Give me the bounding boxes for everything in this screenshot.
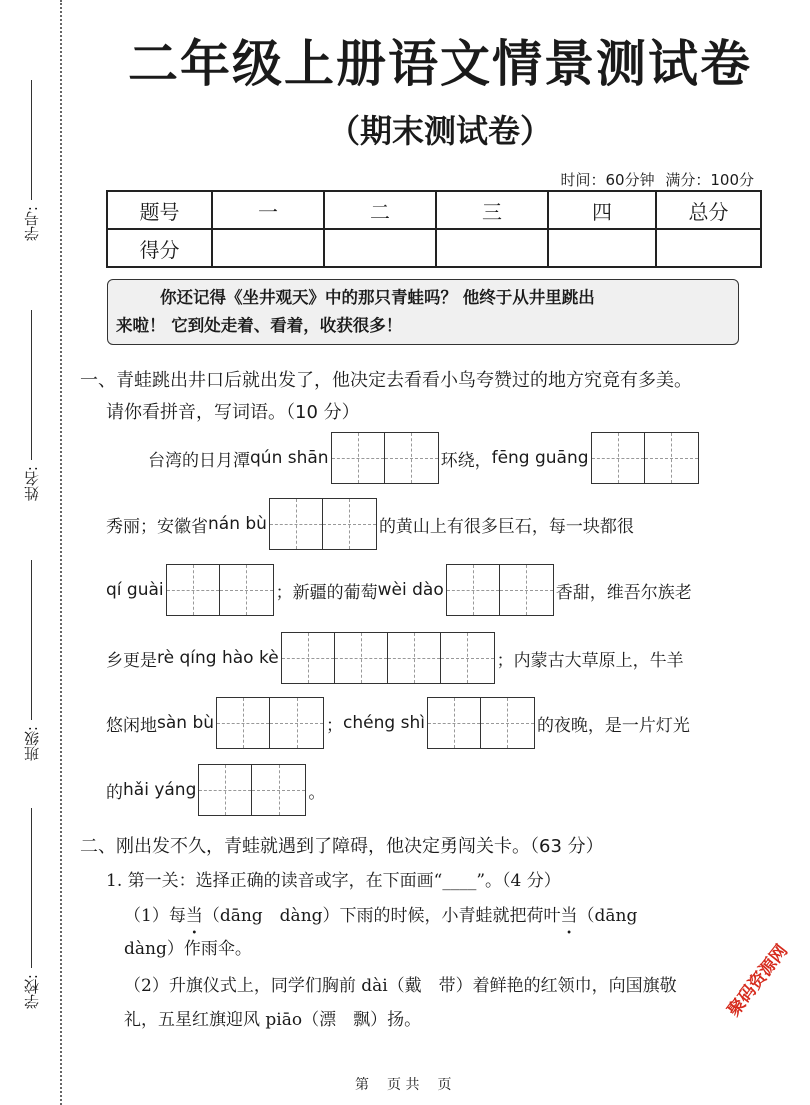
page-title: 二年级上册语文情景测试卷: [128, 35, 752, 93]
q-text[interactable]: （dāng dàng）下雨的时候，小青蛙就把荷叶: [202, 906, 561, 926]
exercise-line: [106, 697, 690, 749]
pinyin-prompt: nán bù: [208, 514, 267, 534]
school-field[interactable]: [16, 808, 46, 1009]
score-table-header-row: [107, 191, 761, 229]
class-label: 班级:: [22, 726, 41, 762]
score-header-cell: 四: [548, 191, 656, 229]
sentence-text: 悠闲地: [106, 715, 157, 736]
question1-item2[interactable]: （2）升旗仪式上，同学们胸前 dài（戴 带）着鲜艳的红领巾，向国旗敬: [124, 976, 677, 996]
question1-item2-cont[interactable]: 礼，五星红旗迎风 piāo（漂 飘）扬。: [124, 1010, 422, 1030]
student-number-line: [31, 80, 32, 200]
footer-text: 共: [405, 1077, 420, 1093]
sentence-text: 的夜晚，是一片灯光: [536, 715, 690, 736]
time-limit: 时间：60分钟: [560, 171, 655, 189]
page-footer: [355, 1074, 451, 1094]
intro-box: [107, 279, 739, 345]
score-table: [106, 190, 762, 268]
section1-heading: 一、青蛙跳出井口后就出发了，他决定去看看小鸟夸赞过的地方究竟有多美。: [80, 370, 692, 391]
pinyin-prompt: chéng shì: [343, 713, 425, 733]
sentence-text: ；内蒙古大草原上，牛羊: [496, 650, 684, 671]
exercise-line: [106, 632, 684, 684]
school-label: 学校:: [22, 974, 41, 1010]
pinyin-prompt: qí guài: [106, 580, 164, 600]
exercise-line: [106, 764, 325, 816]
name-field[interactable]: [16, 310, 46, 501]
answer-grid[interactable]: [216, 697, 324, 749]
dotted-char: 当: [185, 906, 203, 926]
intro-line: 你还记得《坐井观天》中的那只青蛙吗？ 他终于从井里跳出: [160, 288, 595, 307]
answer-grid[interactable]: [269, 498, 377, 550]
pinyin-prompt: wèi dào: [377, 580, 444, 600]
answer-grid[interactable]: [166, 564, 274, 616]
sentence-text: 。: [308, 782, 326, 803]
question1-item1: [124, 901, 637, 926]
footer-text: 页: [437, 1077, 452, 1093]
exam-meta: [554, 169, 754, 190]
score-header-cell: 题号: [107, 191, 212, 229]
section1-instruction: 请你看拼音，写词语。（10 分）: [106, 402, 360, 423]
class-line: [31, 560, 32, 720]
footer-text: 页: [387, 1077, 401, 1093]
binding-dotted-line: [60, 0, 62, 1105]
q-text: （1）每: [124, 906, 186, 926]
sentence-text: 的黄山上有很多巨石，每一块都很: [378, 516, 634, 537]
pinyin-prompt: sàn bù: [157, 713, 215, 733]
sentence-text: ；新疆的葡萄: [275, 582, 378, 603]
score-input-cell[interactable]: [212, 229, 324, 267]
score-input-cell[interactable]: [656, 229, 761, 267]
intro-line: 来啦！ 它到处走着、看着，收获很多！: [116, 316, 403, 335]
sentence-text: 香甜，维吾尔族老: [555, 582, 692, 603]
footer-text: 第: [355, 1077, 369, 1093]
score-header-cell: 三: [436, 191, 548, 229]
q-text[interactable]: （dāng: [577, 906, 638, 926]
student-number-label: 学号:: [22, 206, 41, 242]
full-score: 满分：100分: [665, 171, 754, 189]
sentence-text: ；: [326, 715, 344, 736]
sentence-text: 的: [106, 782, 123, 803]
sentence-text: 乡更是: [106, 650, 157, 671]
pinyin-prompt: hǎi yáng: [123, 780, 197, 800]
school-line: [31, 808, 32, 968]
answer-grid[interactable]: [591, 432, 699, 484]
sentence-text: 台湾的日月潭: [148, 450, 250, 471]
score-header-cell: 二: [324, 191, 436, 229]
name-line: [31, 310, 32, 460]
pinyin-prompt: qún shān: [250, 448, 329, 468]
score-table-score-row: [107, 229, 761, 267]
score-header-cell: 一: [212, 191, 324, 229]
pinyin-prompt: fēng guāng: [491, 448, 589, 468]
question1-item1-cont[interactable]: dàng）作雨伞。: [124, 939, 252, 959]
name-label: 姓名:: [22, 466, 41, 502]
class-field[interactable]: [16, 560, 46, 761]
score-input-cell[interactable]: [436, 229, 548, 267]
score-header-cell: 总分: [656, 191, 761, 229]
dotted-char: 当: [560, 906, 578, 926]
watermark: 聚码资源网: [723, 941, 793, 1021]
answer-grid[interactable]: [446, 564, 554, 616]
exercise-line: [106, 498, 634, 550]
score-input-cell[interactable]: [548, 229, 656, 267]
exercise-line: [148, 432, 701, 484]
answer-grid[interactable]: [198, 764, 306, 816]
page-subtitle: （期末测试卷）: [327, 112, 552, 150]
score-row-label: 得分: [107, 229, 212, 267]
answer-grid[interactable]: [427, 697, 535, 749]
pinyin-prompt: rè qíng hào kè: [157, 648, 279, 668]
sentence-text: 环绕，: [440, 450, 492, 471]
sentence-text: 秀丽；安徽省: [106, 516, 208, 537]
score-input-cell[interactable]: [324, 229, 436, 267]
question1-title: 1. 第一关：选择正确的读音或字，在下面画“____”。（4 分）: [106, 871, 561, 891]
answer-grid[interactable]: [331, 432, 439, 484]
answer-grid[interactable]: [281, 632, 495, 684]
section2-heading: 二、刚出发不久，青蛙就遇到了障碍，他决定勇闯关卡。（63 分）: [80, 836, 604, 857]
student-number-field[interactable]: [16, 80, 46, 241]
exercise-line: [106, 564, 692, 616]
